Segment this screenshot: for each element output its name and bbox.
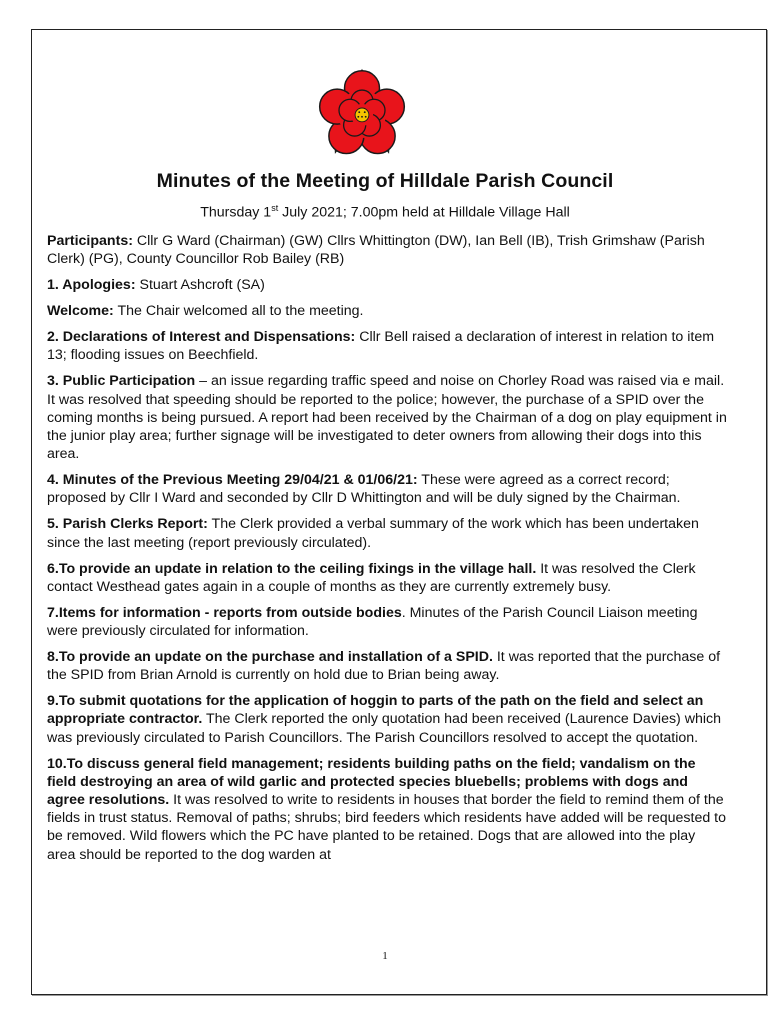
date-ordinal: st bbox=[271, 203, 279, 213]
paragraph-text: It was reported that the purchase of the SPID from Brian Arnold is currently on hold due to Brian being away. bbox=[47, 649, 721, 684]
paragraph-heading: 1. Apologies: bbox=[47, 277, 136, 294]
tudor-rose-logo bbox=[316, 68, 408, 160]
paragraph-text: Stuart Ashcroft (SA) bbox=[135, 277, 265, 294]
minutes-body bbox=[47, 232, 727, 872]
date-suffix: July 2021; 7.00pm held at Hilldale Village Hall bbox=[278, 204, 570, 221]
paragraph-text: – an issue regarding traffic speed and noise on Chorley Road was raised via e mail. It was resolved that speeding should be reported to the police; however, the purchase of a SPID over the coming months is being pursued. A report had been received by the Chairman of a dog on play equipment in the junior play area; further signage will be investigated to deter owners from allowing their dogs into this area. bbox=[47, 373, 727, 463]
paragraph-heading: 10.To discuss general field management; residents building paths on the field; vandalism on the field destroying an area of wild garlic and protected species bluebells; problems with dogs and agree resolutions. bbox=[47, 755, 696, 809]
paragraph-text: These were agreed as a correct record; proposed by Cllr I Ward and seconded by Cllr D Whittington and will be duly signed by the Chairman. bbox=[47, 472, 681, 507]
date-prefix: Thursday 1 bbox=[200, 204, 272, 221]
paragraph-heading: 6.To provide an update in relation to the ceiling fixings in the village hall. bbox=[47, 560, 537, 577]
outside-bodies-paragraph bbox=[47, 604, 727, 640]
paragraph-text: . Minutes of the Parish Council Liaison meeting were previously circulated for information. bbox=[47, 604, 698, 640]
paragraph-heading: 9.To submit quotations for the application of hoggin to parts of the path on the field and select an appropriate contractor. bbox=[47, 693, 704, 728]
previous-minutes-paragraph bbox=[47, 471, 727, 507]
page-number: 1 bbox=[382, 950, 388, 962]
public-participation-paragraph bbox=[47, 372, 727, 463]
clerks-report-paragraph bbox=[47, 515, 727, 551]
paragraph-text: It was resolved the Clerk contact Westhead gates again in a couple of months as they are currently extremely busy. bbox=[47, 560, 696, 595]
meeting-date-line bbox=[0, 203, 770, 221]
declarations-paragraph bbox=[47, 328, 727, 364]
paragraph-text: Cllr Bell raised a declaration of interest in relation to item 13; flooding issues on Beechfield. bbox=[47, 329, 715, 364]
hoggin-quotations-paragraph bbox=[47, 692, 727, 747]
paragraph-text: The Chair welcomed all to the meeting. bbox=[113, 303, 364, 320]
welcome-paragraph bbox=[47, 302, 727, 320]
paragraph-text: The Clerk reported the only quotation had been received (Laurence Davies) which was previously circulated to Parish Councillors. The Parish Councillors resolved to accept the quotation. bbox=[47, 711, 721, 746]
paragraph-heading: Welcome: bbox=[47, 303, 114, 320]
paragraph-heading: 2. Declarations of Interest and Dispensations: bbox=[47, 329, 356, 346]
apologies-paragraph bbox=[47, 276, 727, 294]
paragraph-heading: 7.Items for information - reports from outside bodies bbox=[47, 604, 402, 621]
paragraph-text: It was resolved to write to residents in houses that border the field to remind them of the fields in trust status. Removal of paths; shrubs; bird feeders which residents have added will be requested to be removed. Wild flowers which the PC have planted to be retained. Dogs that are allowed into the play area should be reported to the dog warden at bbox=[47, 792, 726, 863]
paragraph-heading: 3. Public Participation bbox=[47, 373, 196, 390]
paragraph-heading: Participants: bbox=[47, 233, 133, 249]
paragraph-text: Cllr G Ward (Chairman) (GW) Cllrs Whittington (DW), Ian Bell (IB), Trish Grimshaw (Parish Clerk) (PG), County Councillor Rob Bailey (RB) bbox=[47, 233, 705, 268]
document-title: Minutes of the Meeting of Hilldale Parish Council bbox=[156, 170, 614, 192]
paragraph-heading: 4. Minutes of the Previous Meeting 29/04/21 & 01/06/21: bbox=[47, 472, 418, 489]
paragraph-text: The Clerk provided a verbal summary of the work which has been undertaken since the last meeting (report previously circulated). bbox=[47, 516, 699, 551]
paragraph-heading: 8.To provide an update on the purchase and installation of a SPID. bbox=[47, 649, 493, 666]
ceiling-fixings-paragraph bbox=[47, 560, 727, 596]
paragraph-heading: 5. Parish Clerks Report: bbox=[47, 516, 208, 533]
spid-paragraph bbox=[47, 648, 727, 684]
field-management-paragraph bbox=[47, 755, 727, 864]
participants-paragraph bbox=[47, 232, 727, 268]
